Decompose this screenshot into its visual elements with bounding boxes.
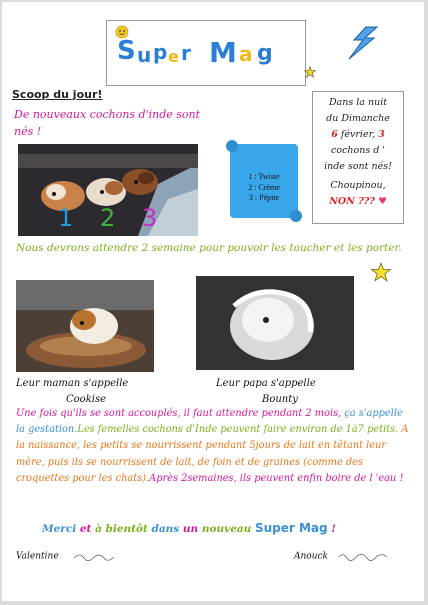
mom-caption-text: Leur maman s'appelle bbox=[16, 378, 129, 389]
masthead-letter-e: e bbox=[168, 47, 179, 66]
note-date-line bbox=[313, 127, 403, 143]
note-count-number: 3 bbox=[378, 129, 385, 140]
body-segment: ça s'appelle la gestation. bbox=[16, 408, 403, 436]
dad-caption-text: Leur papa s'appelle bbox=[216, 378, 316, 389]
small-star-icon bbox=[304, 66, 316, 78]
masthead-letter-r: r bbox=[181, 41, 191, 65]
note-line: inde sont nés! bbox=[324, 161, 392, 172]
masthead-box bbox=[106, 20, 306, 86]
masthead-letter-M: M bbox=[209, 36, 237, 69]
signature-anouck bbox=[294, 551, 389, 562]
scroll-curl bbox=[226, 140, 238, 152]
body-segment: Une fois qu'ils se sont accouplés, il faut attendre pendant 2 mois, bbox=[16, 408, 345, 419]
thanks-word: ! bbox=[327, 523, 336, 535]
body-segment: A la naissance, les petits se nourrissent pendant 5jours de lait en têtant leur mère, puis ils se nourrissent de lait, de foin et de graines (comme des croquettes pour les chats). bbox=[16, 424, 409, 484]
name-item: 3 : Pépite bbox=[248, 193, 280, 202]
body-segment: Les femelles cochons d'Inde peuvent faire environ de 1à7 petits. bbox=[77, 424, 402, 436]
masthead-letter-p: p bbox=[153, 40, 168, 64]
note-month: février, bbox=[337, 129, 379, 140]
thanks-word: à bientôt bbox=[95, 523, 152, 535]
masthead-letter-a: a bbox=[239, 42, 253, 66]
mom-name: Cookise bbox=[66, 394, 106, 405]
thanks-word: Merci bbox=[42, 523, 80, 535]
masthead-letter-u: u bbox=[137, 43, 152, 67]
signature-name: Anouck bbox=[294, 551, 329, 562]
dad-photo bbox=[196, 276, 354, 370]
star-icon bbox=[370, 262, 392, 282]
handwritten-signature-mark bbox=[337, 551, 389, 561]
masthead-letter-S: S bbox=[117, 36, 136, 66]
note-line: du Dimanche bbox=[326, 113, 390, 124]
thanks-line bbox=[42, 519, 402, 538]
thanks-magazine-name: Super Mag bbox=[254, 521, 328, 535]
thanks-word: un bbox=[182, 523, 202, 535]
body-paragraph bbox=[16, 406, 412, 487]
newsletter-page bbox=[2, 2, 424, 601]
wait-text: Nous devrons attendre 2 semaine pour pouvoir les toucher et les porter. bbox=[16, 242, 402, 254]
thanks-word: nouveau bbox=[201, 523, 255, 535]
note-day-number: 6 bbox=[331, 129, 338, 140]
births-headline: De nouveaux cochons d'inde sont nés ! bbox=[14, 108, 201, 138]
heart-icon: ♥ bbox=[378, 196, 387, 207]
name-item: 1 : Twiste bbox=[248, 172, 280, 181]
dad-name: Bounty bbox=[262, 394, 298, 405]
note-line: cochons d ' bbox=[331, 145, 385, 156]
thanks-word: et bbox=[79, 523, 96, 535]
mom-caption bbox=[16, 376, 206, 408]
lightning-bolt-icon bbox=[344, 26, 384, 62]
dad-caption bbox=[216, 376, 406, 408]
scroll-curl bbox=[290, 210, 302, 222]
note-non: NON ??? bbox=[329, 196, 379, 207]
mom-photo-drawing bbox=[16, 280, 154, 372]
names-list bbox=[232, 172, 296, 204]
signature-valentine bbox=[16, 551, 116, 562]
babies-photo bbox=[18, 144, 198, 236]
baby-number-3: 3 bbox=[142, 204, 158, 232]
handwritten-signature-mark bbox=[72, 551, 116, 561]
note-non-line bbox=[313, 194, 403, 210]
baby-number-1: 1 bbox=[58, 204, 74, 232]
dad-photo-drawing bbox=[196, 276, 354, 370]
scoop-title: Scoop du jour! bbox=[12, 88, 103, 101]
note-line: Dans la nuit bbox=[328, 97, 388, 108]
baby-number-2: 2 bbox=[100, 204, 116, 232]
mom-photo bbox=[16, 280, 154, 372]
thanks-word: dans bbox=[151, 523, 183, 535]
note-line: Choupinou, bbox=[330, 180, 386, 191]
name-item: 2 : Crème bbox=[248, 182, 280, 192]
birth-date-note bbox=[312, 91, 404, 224]
signature-name: Valentine bbox=[16, 551, 59, 562]
body-segment: Après 2semaines, ils peuvent enfin boire de l 'eau ! bbox=[149, 472, 404, 484]
masthead-letter-g: g bbox=[257, 41, 273, 66]
